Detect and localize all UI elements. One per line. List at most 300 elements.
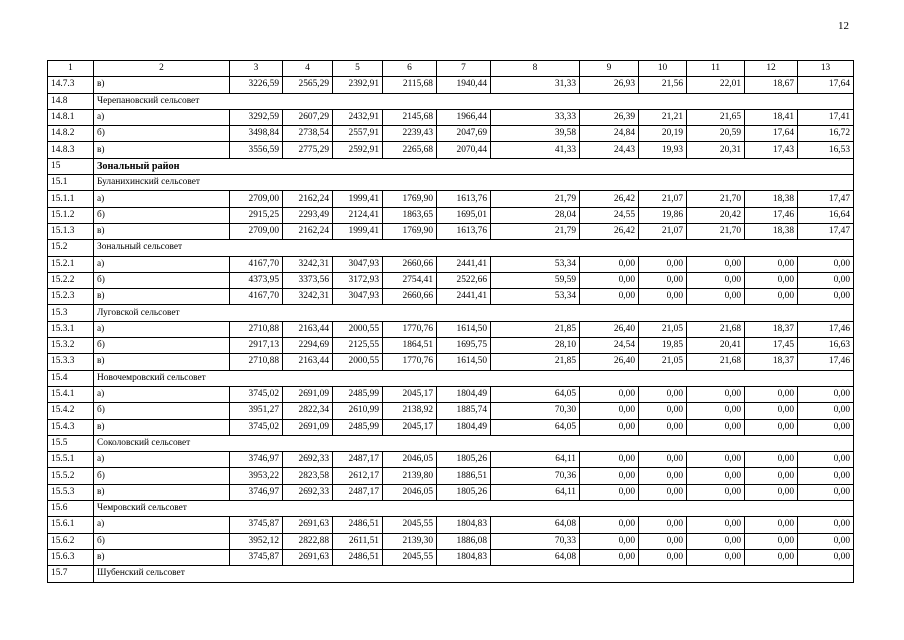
value-cell: 53,34 bbox=[491, 289, 580, 305]
value-cell: 18,67 bbox=[745, 77, 798, 93]
row-index: 15.5.3 bbox=[48, 484, 94, 500]
value-cell: 2557,91 bbox=[333, 126, 383, 142]
value-cell: 3292,59 bbox=[230, 109, 283, 125]
value-cell: 17,64 bbox=[745, 126, 798, 142]
value-cell: 0,00 bbox=[580, 403, 639, 419]
value-cell: 2660,66 bbox=[383, 256, 437, 272]
value-cell: 3745,02 bbox=[230, 419, 283, 435]
value-cell: 26,39 bbox=[580, 109, 639, 125]
value-cell: 0,00 bbox=[580, 517, 639, 533]
table-row bbox=[48, 289, 854, 305]
value-cell: 1805,26 bbox=[437, 484, 491, 500]
value-cell: 0,00 bbox=[639, 256, 687, 272]
value-cell: 0,00 bbox=[745, 517, 798, 533]
value-cell: 64,08 bbox=[491, 549, 580, 565]
value-cell: 4167,70 bbox=[230, 289, 283, 305]
row-index: 15.3.2 bbox=[48, 338, 94, 354]
row-index: 15.4.1 bbox=[48, 386, 94, 402]
value-cell: 1804,83 bbox=[437, 549, 491, 565]
value-cell: 2692,33 bbox=[283, 484, 333, 500]
row-label: а) bbox=[94, 256, 230, 272]
value-cell: 59,59 bbox=[491, 272, 580, 288]
value-cell: 2487,17 bbox=[333, 484, 383, 500]
value-cell: 2441,41 bbox=[437, 256, 491, 272]
value-cell: 3556,59 bbox=[230, 142, 283, 158]
row-label: б) bbox=[94, 468, 230, 484]
value-cell: 0,00 bbox=[580, 272, 639, 288]
group-title: Черепановский сельсовет bbox=[94, 93, 854, 109]
row-label: в) bbox=[94, 142, 230, 158]
table-row bbox=[48, 549, 854, 565]
row-index: 15.3.3 bbox=[48, 354, 94, 370]
table-row bbox=[48, 223, 854, 239]
row-index: 15.1.1 bbox=[48, 191, 94, 207]
column-header: 5 bbox=[333, 61, 383, 77]
table-row bbox=[48, 533, 854, 549]
value-cell: 0,00 bbox=[639, 549, 687, 565]
value-cell: 1770,76 bbox=[383, 354, 437, 370]
value-cell: 3746,97 bbox=[230, 484, 283, 500]
value-cell: 28,10 bbox=[491, 338, 580, 354]
value-cell: 3745,87 bbox=[230, 517, 283, 533]
row-index: 15.6 bbox=[48, 501, 94, 517]
table-row bbox=[48, 191, 854, 207]
value-cell: 2691,09 bbox=[283, 419, 333, 435]
value-cell: 0,00 bbox=[798, 386, 854, 402]
value-cell: 0,00 bbox=[580, 468, 639, 484]
value-cell: 0,00 bbox=[580, 452, 639, 468]
group-row bbox=[48, 175, 854, 191]
value-cell: 1695,75 bbox=[437, 338, 491, 354]
value-cell: 2607,29 bbox=[283, 109, 333, 125]
row-label: б) bbox=[94, 207, 230, 223]
value-cell: 0,00 bbox=[745, 419, 798, 435]
value-cell: 3951,27 bbox=[230, 403, 283, 419]
value-cell: 2046,05 bbox=[383, 484, 437, 500]
value-cell: 22,01 bbox=[687, 77, 745, 93]
value-cell: 0,00 bbox=[745, 289, 798, 305]
value-cell: 2691,63 bbox=[283, 517, 333, 533]
value-cell: 2045,17 bbox=[383, 419, 437, 435]
row-index: 15.1.2 bbox=[48, 207, 94, 223]
value-cell: 3952,12 bbox=[230, 533, 283, 549]
value-cell: 1769,90 bbox=[383, 223, 437, 239]
column-header: 1 bbox=[48, 61, 94, 77]
row-index: 14.8 bbox=[48, 93, 94, 109]
group-title: Шубенский сельсовет bbox=[94, 566, 854, 582]
value-cell: 70,36 bbox=[491, 468, 580, 484]
value-cell: 1804,49 bbox=[437, 419, 491, 435]
value-cell: 0,00 bbox=[580, 256, 639, 272]
table-row bbox=[48, 207, 854, 223]
value-cell: 2045,55 bbox=[383, 549, 437, 565]
value-cell: 0,00 bbox=[687, 452, 745, 468]
value-cell: 0,00 bbox=[745, 452, 798, 468]
value-cell: 19,93 bbox=[639, 142, 687, 158]
row-label: в) bbox=[94, 549, 230, 565]
value-cell: 2485,99 bbox=[333, 386, 383, 402]
value-cell: 1885,74 bbox=[437, 403, 491, 419]
value-cell: 1614,50 bbox=[437, 354, 491, 370]
value-cell: 1940,44 bbox=[437, 77, 491, 93]
row-index: 14.8.2 bbox=[48, 126, 94, 142]
value-cell: 2822,88 bbox=[283, 533, 333, 549]
value-cell: 18,38 bbox=[745, 191, 798, 207]
row-label: б) bbox=[94, 126, 230, 142]
row-index: 15.2.2 bbox=[48, 272, 94, 288]
row-index: 15.4 bbox=[48, 370, 94, 386]
value-cell: 0,00 bbox=[745, 549, 798, 565]
value-cell: 31,33 bbox=[491, 77, 580, 93]
value-cell: 3242,31 bbox=[283, 256, 333, 272]
value-cell: 20,42 bbox=[687, 207, 745, 223]
value-cell: 0,00 bbox=[687, 272, 745, 288]
value-cell: 18,37 bbox=[745, 354, 798, 370]
value-cell: 2441,41 bbox=[437, 289, 491, 305]
table-row bbox=[48, 468, 854, 484]
value-cell: 1695,01 bbox=[437, 207, 491, 223]
value-cell: 0,00 bbox=[745, 533, 798, 549]
row-label: б) bbox=[94, 272, 230, 288]
value-cell: 0,00 bbox=[687, 484, 745, 500]
group-row bbox=[48, 566, 854, 582]
row-index: 15.3 bbox=[48, 305, 94, 321]
tariff-table bbox=[47, 60, 854, 583]
header-row bbox=[48, 61, 854, 77]
row-label: а) bbox=[94, 321, 230, 337]
value-cell: 19,85 bbox=[639, 338, 687, 354]
value-cell: 2660,66 bbox=[383, 289, 437, 305]
value-cell: 3172,93 bbox=[333, 272, 383, 288]
value-cell: 0,00 bbox=[798, 517, 854, 533]
value-cell: 2163,44 bbox=[283, 354, 333, 370]
table-row bbox=[48, 272, 854, 288]
row-index: 15 bbox=[48, 158, 94, 174]
value-cell: 21,85 bbox=[491, 321, 580, 337]
value-cell: 0,00 bbox=[580, 289, 639, 305]
value-cell: 39,58 bbox=[491, 126, 580, 142]
column-header: 13 bbox=[798, 61, 854, 77]
row-label: в) bbox=[94, 354, 230, 370]
value-cell: 0,00 bbox=[745, 256, 798, 272]
value-cell: 1613,76 bbox=[437, 223, 491, 239]
value-cell: 3226,59 bbox=[230, 77, 283, 93]
row-index: 15.5 bbox=[48, 435, 94, 451]
table-row bbox=[48, 256, 854, 272]
table-row bbox=[48, 321, 854, 337]
value-cell: 0,00 bbox=[580, 484, 639, 500]
value-cell: 1999,41 bbox=[333, 223, 383, 239]
value-cell: 70,33 bbox=[491, 533, 580, 549]
table-row bbox=[48, 517, 854, 533]
value-cell: 2610,99 bbox=[333, 403, 383, 419]
group-row bbox=[48, 93, 854, 109]
value-cell: 2163,44 bbox=[283, 321, 333, 337]
value-cell: 0,00 bbox=[798, 419, 854, 435]
column-header: 3 bbox=[230, 61, 283, 77]
page-number: 12 bbox=[838, 20, 849, 32]
value-cell: 0,00 bbox=[639, 517, 687, 533]
row-index: 14.7.3 bbox=[48, 77, 94, 93]
value-cell: 64,11 bbox=[491, 452, 580, 468]
value-cell: 24,84 bbox=[580, 126, 639, 142]
row-index: 15.4.2 bbox=[48, 403, 94, 419]
table-row bbox=[48, 403, 854, 419]
value-cell: 1614,50 bbox=[437, 321, 491, 337]
value-cell: 2162,24 bbox=[283, 223, 333, 239]
value-cell: 2710,88 bbox=[230, 321, 283, 337]
row-label: а) bbox=[94, 191, 230, 207]
section-title: Зональный район bbox=[94, 158, 854, 174]
value-cell: 0,00 bbox=[580, 533, 639, 549]
group-row bbox=[48, 501, 854, 517]
value-cell: 3746,97 bbox=[230, 452, 283, 468]
value-cell: 64,05 bbox=[491, 419, 580, 435]
value-cell: 0,00 bbox=[745, 468, 798, 484]
value-cell: 1999,41 bbox=[333, 191, 383, 207]
value-cell: 21,05 bbox=[639, 354, 687, 370]
value-cell: 21,79 bbox=[491, 223, 580, 239]
row-index: 15.2 bbox=[48, 240, 94, 256]
column-header: 10 bbox=[639, 61, 687, 77]
value-cell: 21,70 bbox=[687, 191, 745, 207]
value-cell: 0,00 bbox=[639, 533, 687, 549]
section-row bbox=[48, 158, 854, 174]
value-cell: 3745,87 bbox=[230, 549, 283, 565]
group-title: Буланихинский сельсовет bbox=[94, 175, 854, 191]
value-cell: 3953,22 bbox=[230, 468, 283, 484]
row-label: в) bbox=[94, 223, 230, 239]
value-cell: 2691,09 bbox=[283, 386, 333, 402]
value-cell: 3242,31 bbox=[283, 289, 333, 305]
value-cell: 26,40 bbox=[580, 321, 639, 337]
value-cell: 24,43 bbox=[580, 142, 639, 158]
value-cell: 24,54 bbox=[580, 338, 639, 354]
column-header: 9 bbox=[580, 61, 639, 77]
row-index: 14.8.1 bbox=[48, 109, 94, 125]
value-cell: 2738,54 bbox=[283, 126, 333, 142]
value-cell: 17,46 bbox=[745, 207, 798, 223]
value-cell: 20,41 bbox=[687, 338, 745, 354]
value-cell: 0,00 bbox=[798, 549, 854, 565]
value-cell: 26,42 bbox=[580, 223, 639, 239]
value-cell: 18,38 bbox=[745, 223, 798, 239]
value-cell: 26,93 bbox=[580, 77, 639, 93]
value-cell: 0,00 bbox=[687, 517, 745, 533]
value-cell: 21,07 bbox=[639, 191, 687, 207]
group-row bbox=[48, 370, 854, 386]
row-label: а) bbox=[94, 386, 230, 402]
value-cell: 0,00 bbox=[798, 272, 854, 288]
value-cell: 16,64 bbox=[798, 207, 854, 223]
value-cell: 2709,00 bbox=[230, 223, 283, 239]
value-cell: 2709,00 bbox=[230, 191, 283, 207]
group-title: Луговской сельсовет bbox=[94, 305, 854, 321]
value-cell: 2162,24 bbox=[283, 191, 333, 207]
column-header: 11 bbox=[687, 61, 745, 77]
table-row bbox=[48, 484, 854, 500]
value-cell: 2485,99 bbox=[333, 419, 383, 435]
value-cell: 0,00 bbox=[687, 256, 745, 272]
value-cell: 2125,55 bbox=[333, 338, 383, 354]
value-cell: 2124,41 bbox=[333, 207, 383, 223]
value-cell: 0,00 bbox=[580, 419, 639, 435]
value-cell: 21,79 bbox=[491, 191, 580, 207]
value-cell: 0,00 bbox=[639, 484, 687, 500]
value-cell: 1805,26 bbox=[437, 452, 491, 468]
value-cell: 17,41 bbox=[798, 109, 854, 125]
value-cell: 0,00 bbox=[639, 452, 687, 468]
table-row bbox=[48, 354, 854, 370]
value-cell: 2691,63 bbox=[283, 549, 333, 565]
group-title: Чемровский сельсовет bbox=[94, 501, 854, 517]
value-cell: 2710,88 bbox=[230, 354, 283, 370]
value-cell: 0,00 bbox=[798, 256, 854, 272]
value-cell: 21,68 bbox=[687, 321, 745, 337]
column-header: 6 bbox=[383, 61, 437, 77]
value-cell: 2139,80 bbox=[383, 468, 437, 484]
value-cell: 2612,17 bbox=[333, 468, 383, 484]
value-cell: 17,47 bbox=[798, 223, 854, 239]
value-cell: 0,00 bbox=[798, 403, 854, 419]
column-header: 8 bbox=[491, 61, 580, 77]
row-index: 15.2.3 bbox=[48, 289, 94, 305]
row-index: 15.5.2 bbox=[48, 468, 94, 484]
row-label: б) bbox=[94, 338, 230, 354]
value-cell: 0,00 bbox=[798, 289, 854, 305]
value-cell: 21,68 bbox=[687, 354, 745, 370]
row-label: а) bbox=[94, 452, 230, 468]
value-cell: 2692,33 bbox=[283, 452, 333, 468]
table-row bbox=[48, 142, 854, 158]
value-cell: 3047,93 bbox=[333, 256, 383, 272]
value-cell: 4167,70 bbox=[230, 256, 283, 272]
value-cell: 2000,55 bbox=[333, 321, 383, 337]
value-cell: 2823,58 bbox=[283, 468, 333, 484]
row-label: в) bbox=[94, 289, 230, 305]
value-cell: 70,30 bbox=[491, 403, 580, 419]
value-cell: 17,45 bbox=[745, 338, 798, 354]
value-cell: 1864,51 bbox=[383, 338, 437, 354]
value-cell: 26,40 bbox=[580, 354, 639, 370]
value-cell: 2775,29 bbox=[283, 142, 333, 158]
value-cell: 2115,68 bbox=[383, 77, 437, 93]
group-row bbox=[48, 305, 854, 321]
value-cell: 0,00 bbox=[745, 484, 798, 500]
row-label: б) bbox=[94, 403, 230, 419]
value-cell: 64,08 bbox=[491, 517, 580, 533]
value-cell: 64,05 bbox=[491, 386, 580, 402]
value-cell: 0,00 bbox=[580, 386, 639, 402]
value-cell: 0,00 bbox=[580, 549, 639, 565]
row-label: в) bbox=[94, 484, 230, 500]
value-cell: 2486,51 bbox=[333, 549, 383, 565]
row-index: 15.7 bbox=[48, 566, 94, 582]
value-cell: 2592,91 bbox=[333, 142, 383, 158]
value-cell: 3373,56 bbox=[283, 272, 333, 288]
value-cell: 18,41 bbox=[745, 109, 798, 125]
row-index: 15.1 bbox=[48, 175, 94, 191]
value-cell: 21,56 bbox=[639, 77, 687, 93]
value-cell: 24,55 bbox=[580, 207, 639, 223]
value-cell: 2754,41 bbox=[383, 272, 437, 288]
value-cell: 20,31 bbox=[687, 142, 745, 158]
value-cell: 2047,69 bbox=[437, 126, 491, 142]
column-header: 2 bbox=[94, 61, 230, 77]
table-row bbox=[48, 452, 854, 468]
value-cell: 3745,02 bbox=[230, 386, 283, 402]
row-index: 15.4.3 bbox=[48, 419, 94, 435]
row-label: в) bbox=[94, 77, 230, 93]
value-cell: 0,00 bbox=[639, 419, 687, 435]
value-cell: 26,42 bbox=[580, 191, 639, 207]
value-cell: 2611,51 bbox=[333, 533, 383, 549]
value-cell: 53,34 bbox=[491, 256, 580, 272]
row-index: 15.6.3 bbox=[48, 549, 94, 565]
value-cell: 33,33 bbox=[491, 109, 580, 125]
row-label: а) bbox=[94, 109, 230, 125]
value-cell: 2917,13 bbox=[230, 338, 283, 354]
table-row bbox=[48, 77, 854, 93]
value-cell: 2045,17 bbox=[383, 386, 437, 402]
value-cell: 1769,90 bbox=[383, 191, 437, 207]
value-cell: 1886,51 bbox=[437, 468, 491, 484]
value-cell: 1613,76 bbox=[437, 191, 491, 207]
value-cell: 2915,25 bbox=[230, 207, 283, 223]
value-cell: 2294,69 bbox=[283, 338, 333, 354]
value-cell: 0,00 bbox=[639, 403, 687, 419]
value-cell: 17,43 bbox=[745, 142, 798, 158]
value-cell: 21,07 bbox=[639, 223, 687, 239]
value-cell: 1863,65 bbox=[383, 207, 437, 223]
value-cell: 2522,66 bbox=[437, 272, 491, 288]
value-cell: 0,00 bbox=[639, 272, 687, 288]
value-cell: 2293,49 bbox=[283, 207, 333, 223]
value-cell: 4373,95 bbox=[230, 272, 283, 288]
value-cell: 2432,91 bbox=[333, 109, 383, 125]
value-cell: 2145,68 bbox=[383, 109, 437, 125]
value-cell: 2139,30 bbox=[383, 533, 437, 549]
value-cell: 0,00 bbox=[798, 533, 854, 549]
row-index: 15.6.1 bbox=[48, 517, 94, 533]
value-cell: 21,65 bbox=[687, 109, 745, 125]
table-row bbox=[48, 419, 854, 435]
row-label: б) bbox=[94, 533, 230, 549]
row-index: 14.8.3 bbox=[48, 142, 94, 158]
value-cell: 3498,84 bbox=[230, 126, 283, 142]
row-label: в) bbox=[94, 419, 230, 435]
value-cell: 17,46 bbox=[798, 321, 854, 337]
value-cell: 0,00 bbox=[745, 386, 798, 402]
value-cell: 21,05 bbox=[639, 321, 687, 337]
table-row bbox=[48, 109, 854, 125]
value-cell: 0,00 bbox=[687, 419, 745, 435]
value-cell: 0,00 bbox=[639, 289, 687, 305]
value-cell: 1770,76 bbox=[383, 321, 437, 337]
value-cell: 2046,05 bbox=[383, 452, 437, 468]
row-index: 15.1.3 bbox=[48, 223, 94, 239]
value-cell: 1966,44 bbox=[437, 109, 491, 125]
row-index: 15.3.1 bbox=[48, 321, 94, 337]
value-cell: 2487,17 bbox=[333, 452, 383, 468]
value-cell: 1804,83 bbox=[437, 517, 491, 533]
value-cell: 0,00 bbox=[745, 403, 798, 419]
value-cell: 20,19 bbox=[639, 126, 687, 142]
group-title: Соколовский сельсовет bbox=[94, 435, 854, 451]
value-cell: 0,00 bbox=[687, 403, 745, 419]
value-cell: 2822,34 bbox=[283, 403, 333, 419]
row-index: 15.2.1 bbox=[48, 256, 94, 272]
